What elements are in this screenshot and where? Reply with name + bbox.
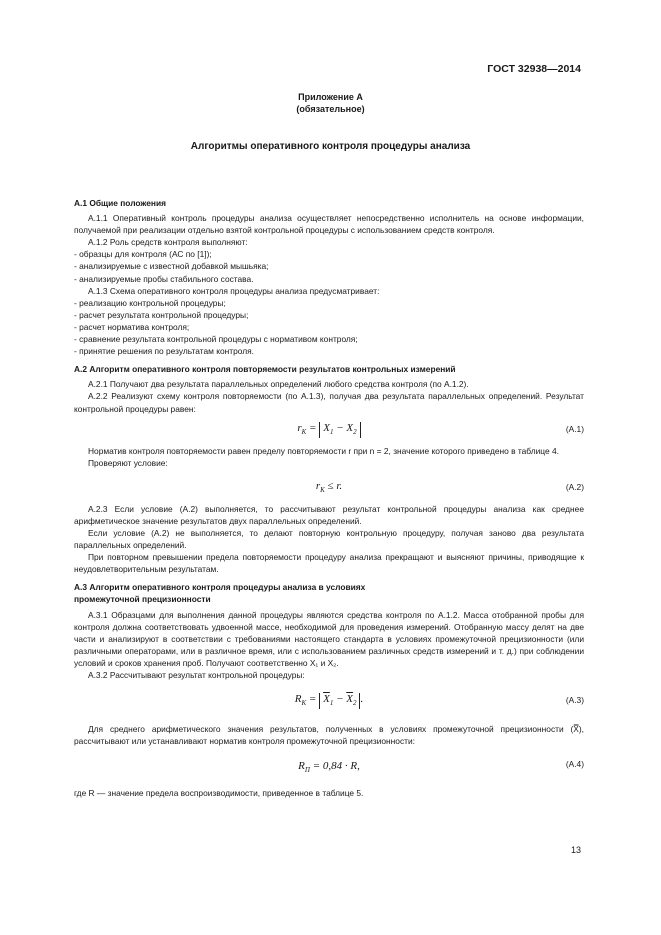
equation-a2 [74, 469, 584, 503]
equation-a1 [74, 415, 584, 445]
list-item: - образцы для контроля (АС по [1]); [74, 249, 212, 260]
paragraph: А.3.2 Рассчитывают результат контрольной процедуры: [88, 670, 305, 680]
paragraph: А.1.2 Роль средств контроля выполняют: [88, 237, 248, 248]
equation-formula: $r_К = X_1 - X_2$ [74, 422, 584, 438]
section-a3-heading: А.3 Алгоритм оперативного контроля процедуры анализа в условиях [74, 582, 366, 593]
annex-title: Приложение А [298, 92, 363, 102]
section-a1-heading: А.1 Общие положения [74, 198, 167, 208]
document-title: Алгоритмы оперативного контроля процедуры анализа [190, 141, 471, 152]
list-item: - анализируемые пробы стабильного состава. [74, 273, 254, 284]
paragraph: Норматив контроля повторяемости равен пределу повторяемости r при n = 2, значение которого приведено в таблице 4. [88, 445, 559, 456]
paragraph: Если условие (А.2) не выполняется, то делают повторную контрольную процедуру, получая заново два результата параллельных определений. [74, 527, 584, 551]
equation-number: (А.1) [565, 423, 584, 434]
paragraph: А.1.1 Оперативный контроль процедуры анализа осуществляет непосредственно исполнитель на основе информации, получаемой при реализации отдельно взятой контрольной процедуры с использованием средств контроля. [74, 213, 584, 236]
list-item: - сравнение результата контрольной процедуры с нормативом контроля; [74, 334, 358, 345]
annex-status: (обязательное) [296, 104, 365, 114]
paragraph: Для среднего арифметического значения результатов, полученных в условиях промежуточной прецизионности (X̿), рассчитывают или устанавливают норматив контроля промежуточной прецизионности: [74, 724, 584, 747]
section-a2-heading: А.2 Алгоритм оперативного контроля повторяемости результатов контрольных измерений [74, 364, 456, 375]
equation-formula: $r_К \le r$. [315, 479, 343, 494]
equation-number: (А.2) [565, 481, 584, 492]
list-item: - расчет результата контрольной процедуры; [74, 309, 249, 320]
equation-formula: $R_П = 0,84 \cdot R$, [298, 760, 360, 775]
list-item: - реализацию контрольной процедуры; [74, 297, 226, 308]
list-item: - расчет норматива контроля; [74, 321, 190, 332]
paragraph: А.2.1 Получают два результата параллельных определений любого средства контроля (по А.1.2). [88, 379, 469, 390]
paragraph: А.2.3 Если условие (А.2) выполняется, то рассчитывают результат контрольной процедуры анализа как среднее арифметическое значение результатов двух параллельных определений. [74, 503, 584, 526]
list-item: - принятие решения по результатам контроля. [74, 346, 254, 357]
section-a3-heading-cont: промежуточной прецизионности [74, 594, 211, 605]
equation-number: (А.4) [565, 759, 584, 770]
page-number: 13 [570, 845, 581, 855]
equation-a3 [74, 681, 584, 717]
paragraph: При повторном превышении предела повторяемости процедуру анализа прекращают и выясняют причины, приводящие к неудовлетворительным результатам. [74, 552, 584, 575]
paragraph: А.2.2 Реализуют схему контроля повторяемости (по А.1.3), получая два результата параллельных определений. Результат контрольной процедуры равен: [74, 391, 584, 414]
paragraph: где R — значение предела воспроизводимости, приведенное в таблице 5. [74, 788, 364, 799]
list-item: - анализируемые с известной добавкой мышьяка; [74, 261, 269, 272]
paragraph: Проверяют условие: [88, 457, 168, 468]
standard-number: ГОСТ 32938—2014 [487, 63, 581, 75]
equation-formula: $R_К = \overline{X}_1 - \overline{X}_2$ . [74, 693, 584, 709]
paragraph: А.1.3 Схема оперативного контроля процедуры анализа предусматривает: [88, 285, 380, 296]
paragraph: А.3.1 Образцами для выполнения данной процедуры являются средства контроля по А.1.2. Масса отобранной пробы для контроля должна соответствовать удвоенной массе, необходимой для проведения измерений. Отобранную массу делят на две части и анализируют в соответствии с требованиями настоящего стандарта в условиях промежуточной прецизионности (или различными операторами, или в различное время, или с использованием различных средств измерений и т. д.) при соблюдении условий и сроков хранения проб. Получают соответственно X₁ и X₂. [74, 609, 584, 668]
document-body [74, 197, 584, 799]
equation-number: (А.3) [565, 695, 584, 706]
equation-a4 [74, 747, 584, 787]
